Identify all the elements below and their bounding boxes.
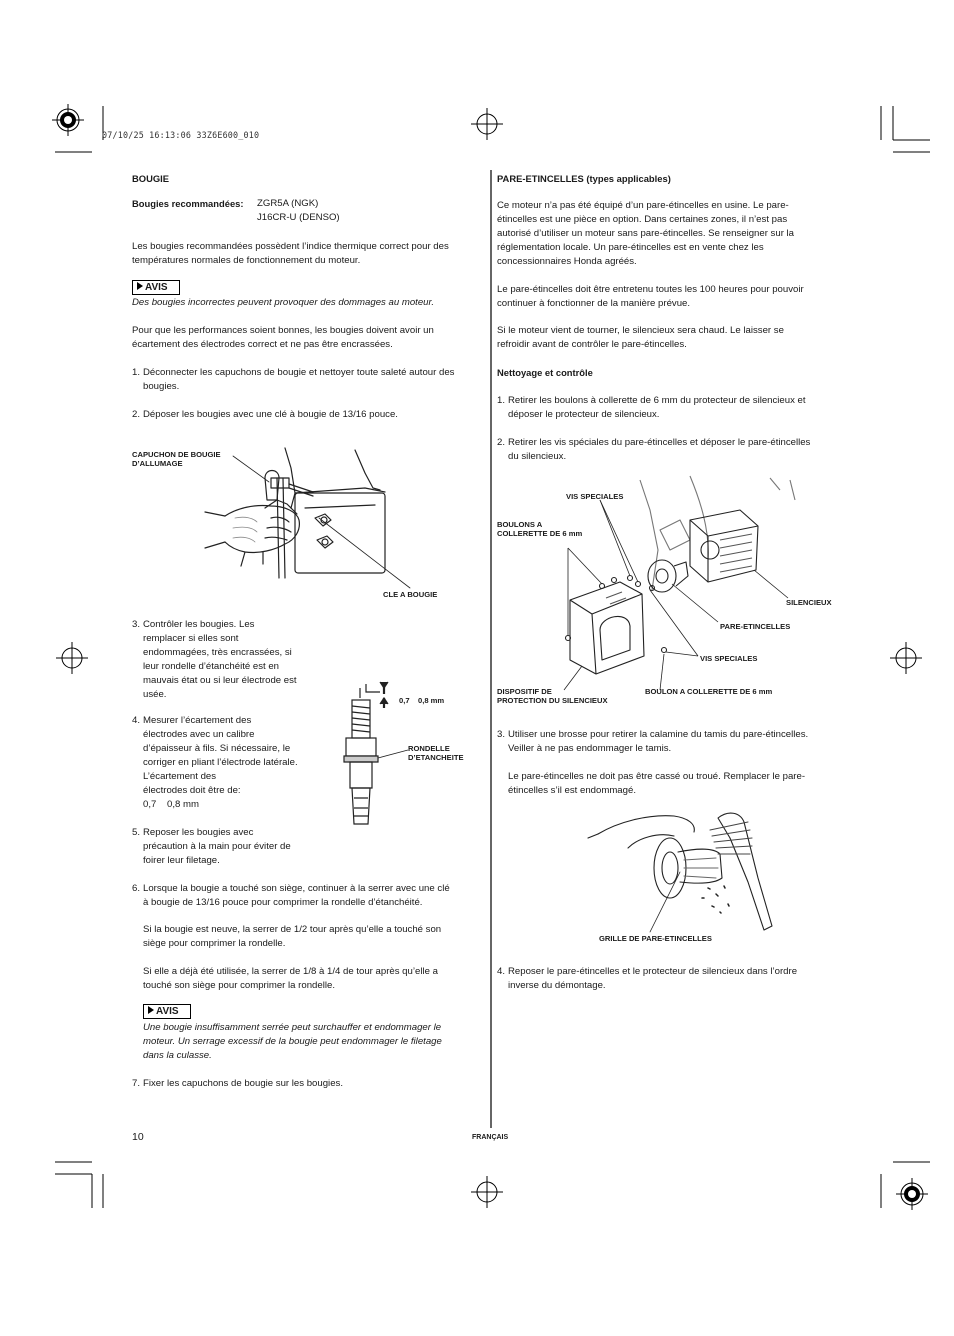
r-step-2-line: du silencieux.	[508, 451, 567, 462]
arrester-intro-line: étincelles est une pièce en option. Dans certaines zones, il n’est pas	[497, 214, 788, 225]
maintenance-line: continuer à fonctionner de la manière prévue.	[497, 298, 691, 309]
step-3-line: leur rondelle d’étanchéité est en	[143, 661, 280, 672]
avis-2-line: dans la culasse.	[143, 1050, 212, 1061]
label-muffler-guard: PROTECTION DU SILENCIEUX	[497, 696, 608, 705]
avis-badge: AVIS	[132, 280, 180, 295]
language-label: FRANÇAIS	[472, 1134, 509, 1141]
label-spark-plug-cap: D’ALLUMAGE	[132, 459, 183, 468]
label-gap-measurement: 0,7 0,8 mm	[399, 696, 445, 705]
arrester-intro-line: réglementation locale. Un pare-étincelles est en vente chez les	[497, 242, 764, 253]
step-6-used-line: Si elle a déjà été utilisée, la serrer de 1/8 à 1/4 de tour après qu’elle a	[143, 966, 438, 977]
step-7-line: Fixer les capuchons de bougie sur les bougies.	[143, 1078, 343, 1089]
step-number: 3.	[497, 729, 506, 740]
step-number: 4.	[497, 966, 506, 977]
avis-badge: AVIS	[143, 1004, 191, 1019]
label-flange-bolts: COLLERETTE DE 6 mm	[497, 529, 583, 538]
step-3-line: mauvais état ou si leur électrode est	[143, 675, 297, 686]
maintenance-line: Le pare-étincelles doit être entretenu toutes les 100 heures pour pouvoir	[497, 284, 804, 295]
label-spark-arrester: PARE-ETINCELLES	[720, 622, 791, 631]
recommended-value-ngk: ZGR5A (NGK)	[257, 198, 319, 209]
arrester-intro-line: concessionnaires Honda agréés.	[497, 256, 637, 267]
step-4-line: corriger en pliant l’électrode latérale.	[143, 757, 298, 768]
arrester-intro-line: autorisé d’utiliser un moteur sans pare-étincelles. Se renseigner sur la	[497, 228, 795, 239]
performance-line: écartement des électrodes correct et ne pas être encrassées.	[132, 339, 393, 350]
brush-cleaning-illustration	[588, 808, 788, 938]
step-3-line: Contrôler les bougies. Les	[143, 619, 255, 630]
step-number: 2.	[497, 437, 506, 448]
r-step-1-line: déposer le protecteur de silencieux.	[508, 409, 660, 420]
hot-muffler-line: Si le moteur vient de tourner, le silencieux sera chaud. Le laisser se	[497, 325, 784, 336]
step-1-line: Déconnecter les capuchons de bougie et nettoyer toute saleté autour des	[143, 367, 455, 378]
r-step-4-line: Reposer le pare-étincelles et le protecteur de silencieux dans l’ordre	[508, 966, 798, 977]
page-number: 10	[132, 1131, 144, 1143]
warning-triangle-icon	[148, 1006, 154, 1014]
step-number: 4.	[132, 715, 141, 726]
print-stamp: 07/10/25 16:13:06 33Z6E600_010	[102, 130, 260, 140]
label-sealing-washer: RONDELLE	[408, 744, 450, 753]
label-flange-bolt: BOULON A COLLERETTE DE 6 mm	[645, 687, 773, 696]
label-sealing-washer: D’ETANCHEITE	[408, 753, 464, 762]
step-4-line: Mesurer l’écartement des	[143, 715, 252, 726]
arrester-intro-line: Ce moteur n’a pas été équipé d’un pare-étincelles en usine. Le pare-	[497, 200, 789, 211]
performance-line: Pour que les performances soient bonnes, les bougies doivent avoir un	[132, 325, 434, 336]
step-6-new-line: siège pour comprimer la rondelle.	[143, 938, 286, 949]
step-4-line: d’épaisseur à fils. Si nécessaire, le	[143, 743, 291, 754]
step-number: 5.	[132, 827, 141, 838]
r-step-3-line: Veiller à ne pas endommager le tamis.	[508, 743, 672, 754]
step-5-line: précaution à la main pour éviter de	[143, 841, 291, 852]
spark-plug-removal-illustration	[205, 448, 445, 598]
recommended-label: Bougies recommandées:	[132, 198, 244, 209]
section-title-spark-arrester: PARE-ETINCELLES (types applicables)	[497, 173, 671, 184]
r-step-4-line: inverse du démontage.	[508, 980, 606, 991]
step-4-line: 0,7 0,8 mm	[143, 799, 199, 810]
step-number: 6.	[132, 883, 141, 894]
muffler-exploded-illustration	[540, 470, 840, 700]
label-spark-plug-cap: CAPUCHON DE BOUGIE	[132, 450, 221, 459]
subtitle-cleaning: Nettoyage et contrôle	[497, 367, 593, 378]
step-number: 1.	[132, 367, 141, 378]
section-title-bougie: BOUGIE	[132, 173, 169, 184]
step-number: 7.	[132, 1078, 141, 1089]
label-flange-bolts: BOULONS A	[497, 520, 543, 529]
label-muffler: SILENCIEUX	[786, 598, 832, 607]
avis-2-line: Une bougie insuffisamment serrée peut surchauffer et endommager le	[143, 1022, 442, 1033]
step-1-line: bougies.	[143, 381, 180, 392]
step-6-new-line: Si la bougie est neuve, la serrer de 1/2 tour après qu’elle a touché son	[143, 924, 442, 935]
r-step-3-note-line: étincelles s’il est endommagé.	[508, 785, 636, 796]
step-4-line: électrodes avec un calibre	[143, 729, 255, 740]
step-number: 1.	[497, 395, 506, 406]
step-6-used-line: touché son siège pour comprimer la rondelle.	[143, 980, 335, 991]
r-step-2-line: Retirer les vis spéciales du pare-étincelles et déposer le pare-étincelles	[508, 437, 811, 448]
step-6-line: Lorsque la bougie a touché son siège, continuer à la serrer avec une clé	[143, 883, 450, 894]
label-arrester-screen: GRILLE DE PARE-ETINCELLES	[599, 934, 712, 943]
r-step-3-note-line: Le pare-étincelles ne doit pas être cassé ou troué. Remplacer le pare-	[508, 771, 806, 782]
step-5-line: Reposer les bougies avec	[143, 827, 254, 838]
avis-text: Des bougies incorrectes peuvent provoquer des dommages au moteur.	[132, 297, 435, 308]
step-4-line: L’écartement des	[143, 771, 217, 782]
step-2-line: Déposer les bougies avec une clé à bougie de 13/16 pouce.	[143, 409, 398, 420]
step-number: 3.	[132, 619, 141, 630]
spark-plug-gap-illustration	[340, 684, 400, 834]
step-4-line: électrodes doit être de:	[143, 785, 241, 796]
label-special-screws-top: VIS SPECIALES	[566, 492, 624, 501]
intro-line: Les bougies recommandées possèdent l’indice thermique correct pour des	[132, 241, 449, 252]
r-step-3-line: Utiliser une brosse pour retirer la calamine du tamis du pare-étincelles.	[508, 729, 809, 740]
step-number: 2.	[132, 409, 141, 420]
label-muffler-guard: DISPOSITIF DE	[497, 687, 552, 696]
r-step-1-line: Retirer les boulons à collerette de 6 mm du protecteur de silencieux et	[508, 395, 806, 406]
step-6-line: à bougie de 13/16 pouce pour comprimer la rondelle d’étanchéité.	[143, 897, 423, 908]
label-spark-plug-wrench: CLE A BOUGIE	[383, 590, 438, 599]
warning-triangle-icon	[137, 282, 143, 290]
step-3-line: endommagées, très encrassées, si	[143, 647, 292, 658]
hot-muffler-line: refroidir avant de contrôler le pare-étincelles.	[497, 339, 687, 350]
avis-2-line: moteur. Un serrage excessif de la bougie peut endommager le filetage	[143, 1036, 442, 1047]
intro-line: températures normales de fonctionnement du moteur.	[132, 255, 361, 266]
label-special-screws-bottom: VIS SPECIALES	[700, 654, 758, 663]
step-3-line: remplacer si elles sont	[143, 633, 239, 644]
recommended-value-denso: J16CR-U (DENSO)	[257, 212, 340, 223]
step-3-line: usée.	[143, 689, 167, 700]
step-5-line: foirer leur filetage.	[143, 855, 220, 866]
